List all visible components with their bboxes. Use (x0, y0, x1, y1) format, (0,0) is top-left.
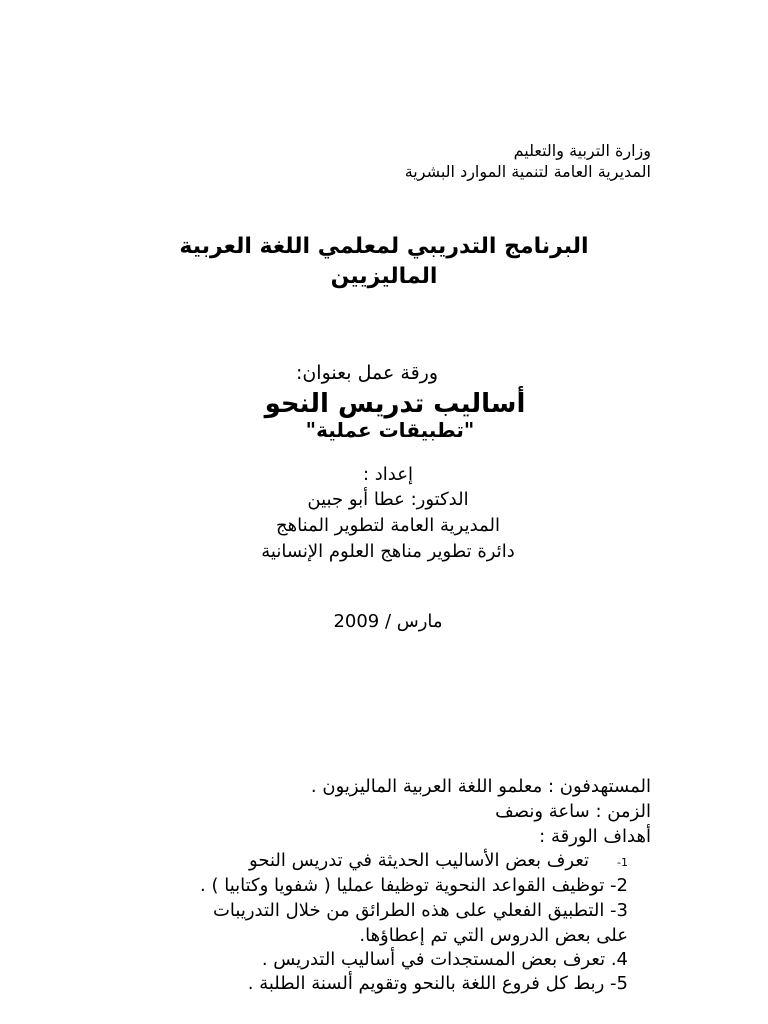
paper-intro: ورقة عمل بعنوان: (295, 362, 438, 384)
author-division: دائرة تطوير مناهج العلوم الإنسانية (261, 541, 515, 562)
goal-1-number: 1- (617, 856, 628, 869)
target-audience: المستهدفون : معلمو اللغة العربية الماليزيون . (310, 776, 651, 797)
goal-item-3-line1: 3- التطبيق الفعلي على هذه الطرائق من خلال التدريبات (212, 900, 628, 921)
goal-item-2: 2- توظيف القواعد النحوية توظيفا عمليا ( شفويا وكتابيا ) . (200, 875, 628, 896)
document-date: مارس / 2009 (333, 611, 443, 632)
goal-item-1 (249, 852, 628, 870)
author-name: الدكتور: عطا أبو جبين (307, 489, 469, 510)
paper-title: أساليب تدريس النحو (264, 389, 526, 419)
goal-item-3-line2: على بعض الدروس التي تم إعطاؤها. (359, 925, 628, 946)
paper-subtitle: "تطبيقات عملية" (305, 418, 475, 442)
ministry-name: وزارة التربية والتعليم (513, 141, 651, 160)
directorate-name: المديرية العامة لتنمية الموارد البشرية (404, 162, 651, 181)
goals-heading: أهداف الورقة : (539, 826, 651, 847)
session-duration: الزمن : ساعة ونصف (495, 801, 651, 822)
author-department: المديرية العامة لتطوير المناهج (276, 515, 500, 536)
goal-1-text: تعرف بعض الأساليب الحديثة في تدريس النحو (249, 850, 590, 871)
goal-item-5: 5- ربط كل فروع اللغة بالنحو وتقويم ألسنة الطلبة . (247, 973, 628, 994)
program-title-line2: الماليزيين (330, 264, 438, 289)
program-title-line1: البرنامج التدريبي لمعلمي اللغة العربية (179, 234, 589, 259)
goal-item-4: 4. تعرف بعض المستجدات في أساليب التدريس . (261, 949, 628, 970)
prepared-by-label: إعداد : (363, 464, 413, 485)
